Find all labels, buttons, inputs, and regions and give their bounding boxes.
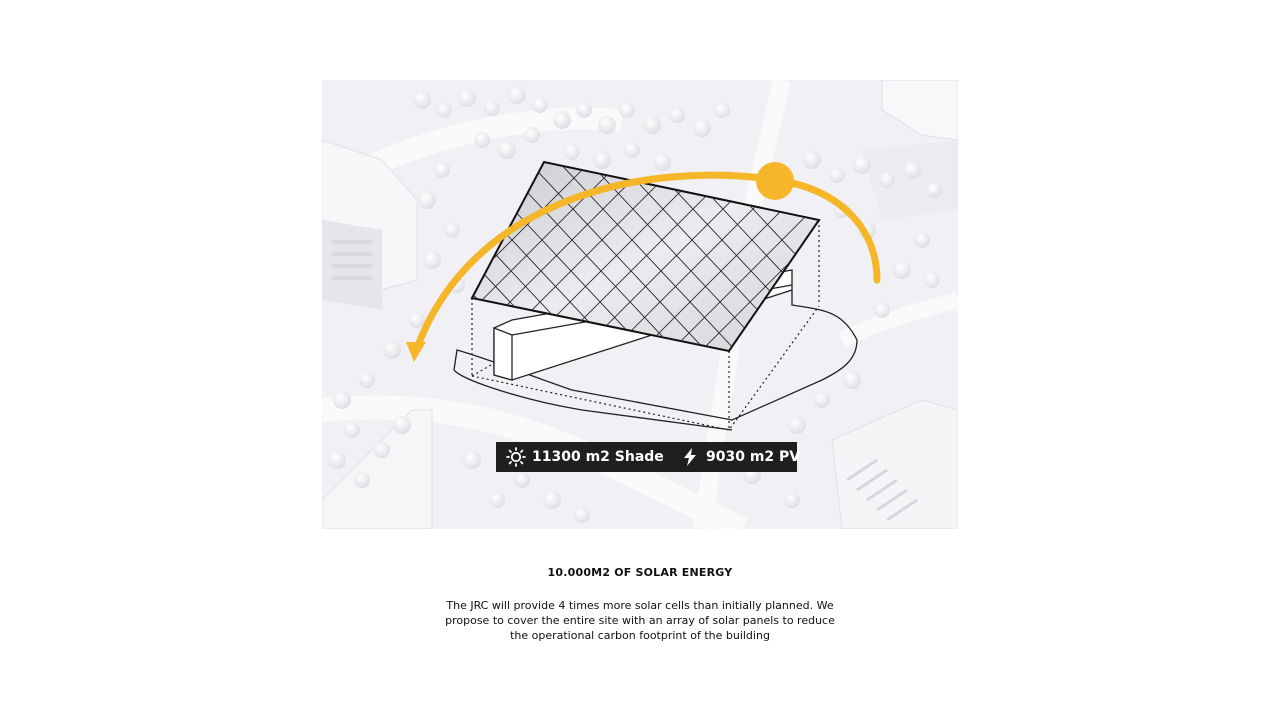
shade-area-label: 11300 m2 Shade [532, 449, 664, 465]
caption-title: 10.000M2 OF SOLAR ENERGY [547, 566, 733, 579]
pv-stat [680, 447, 800, 467]
caption-body: The JRC will provide 4 times more solar cells than initially planned. We propose to cover the entire site with an array of solar panels to reduce the operational carbon footprint of the building [445, 599, 835, 642]
shade-stat [506, 447, 664, 467]
sun-icon [506, 447, 526, 467]
sun-icon [756, 162, 794, 200]
lightning-bolt-icon [680, 447, 700, 467]
stats-label [496, 442, 801, 472]
solar-roof-diagram [322, 80, 958, 529]
pv-area-label: 9030 m2 PV [706, 449, 801, 465]
